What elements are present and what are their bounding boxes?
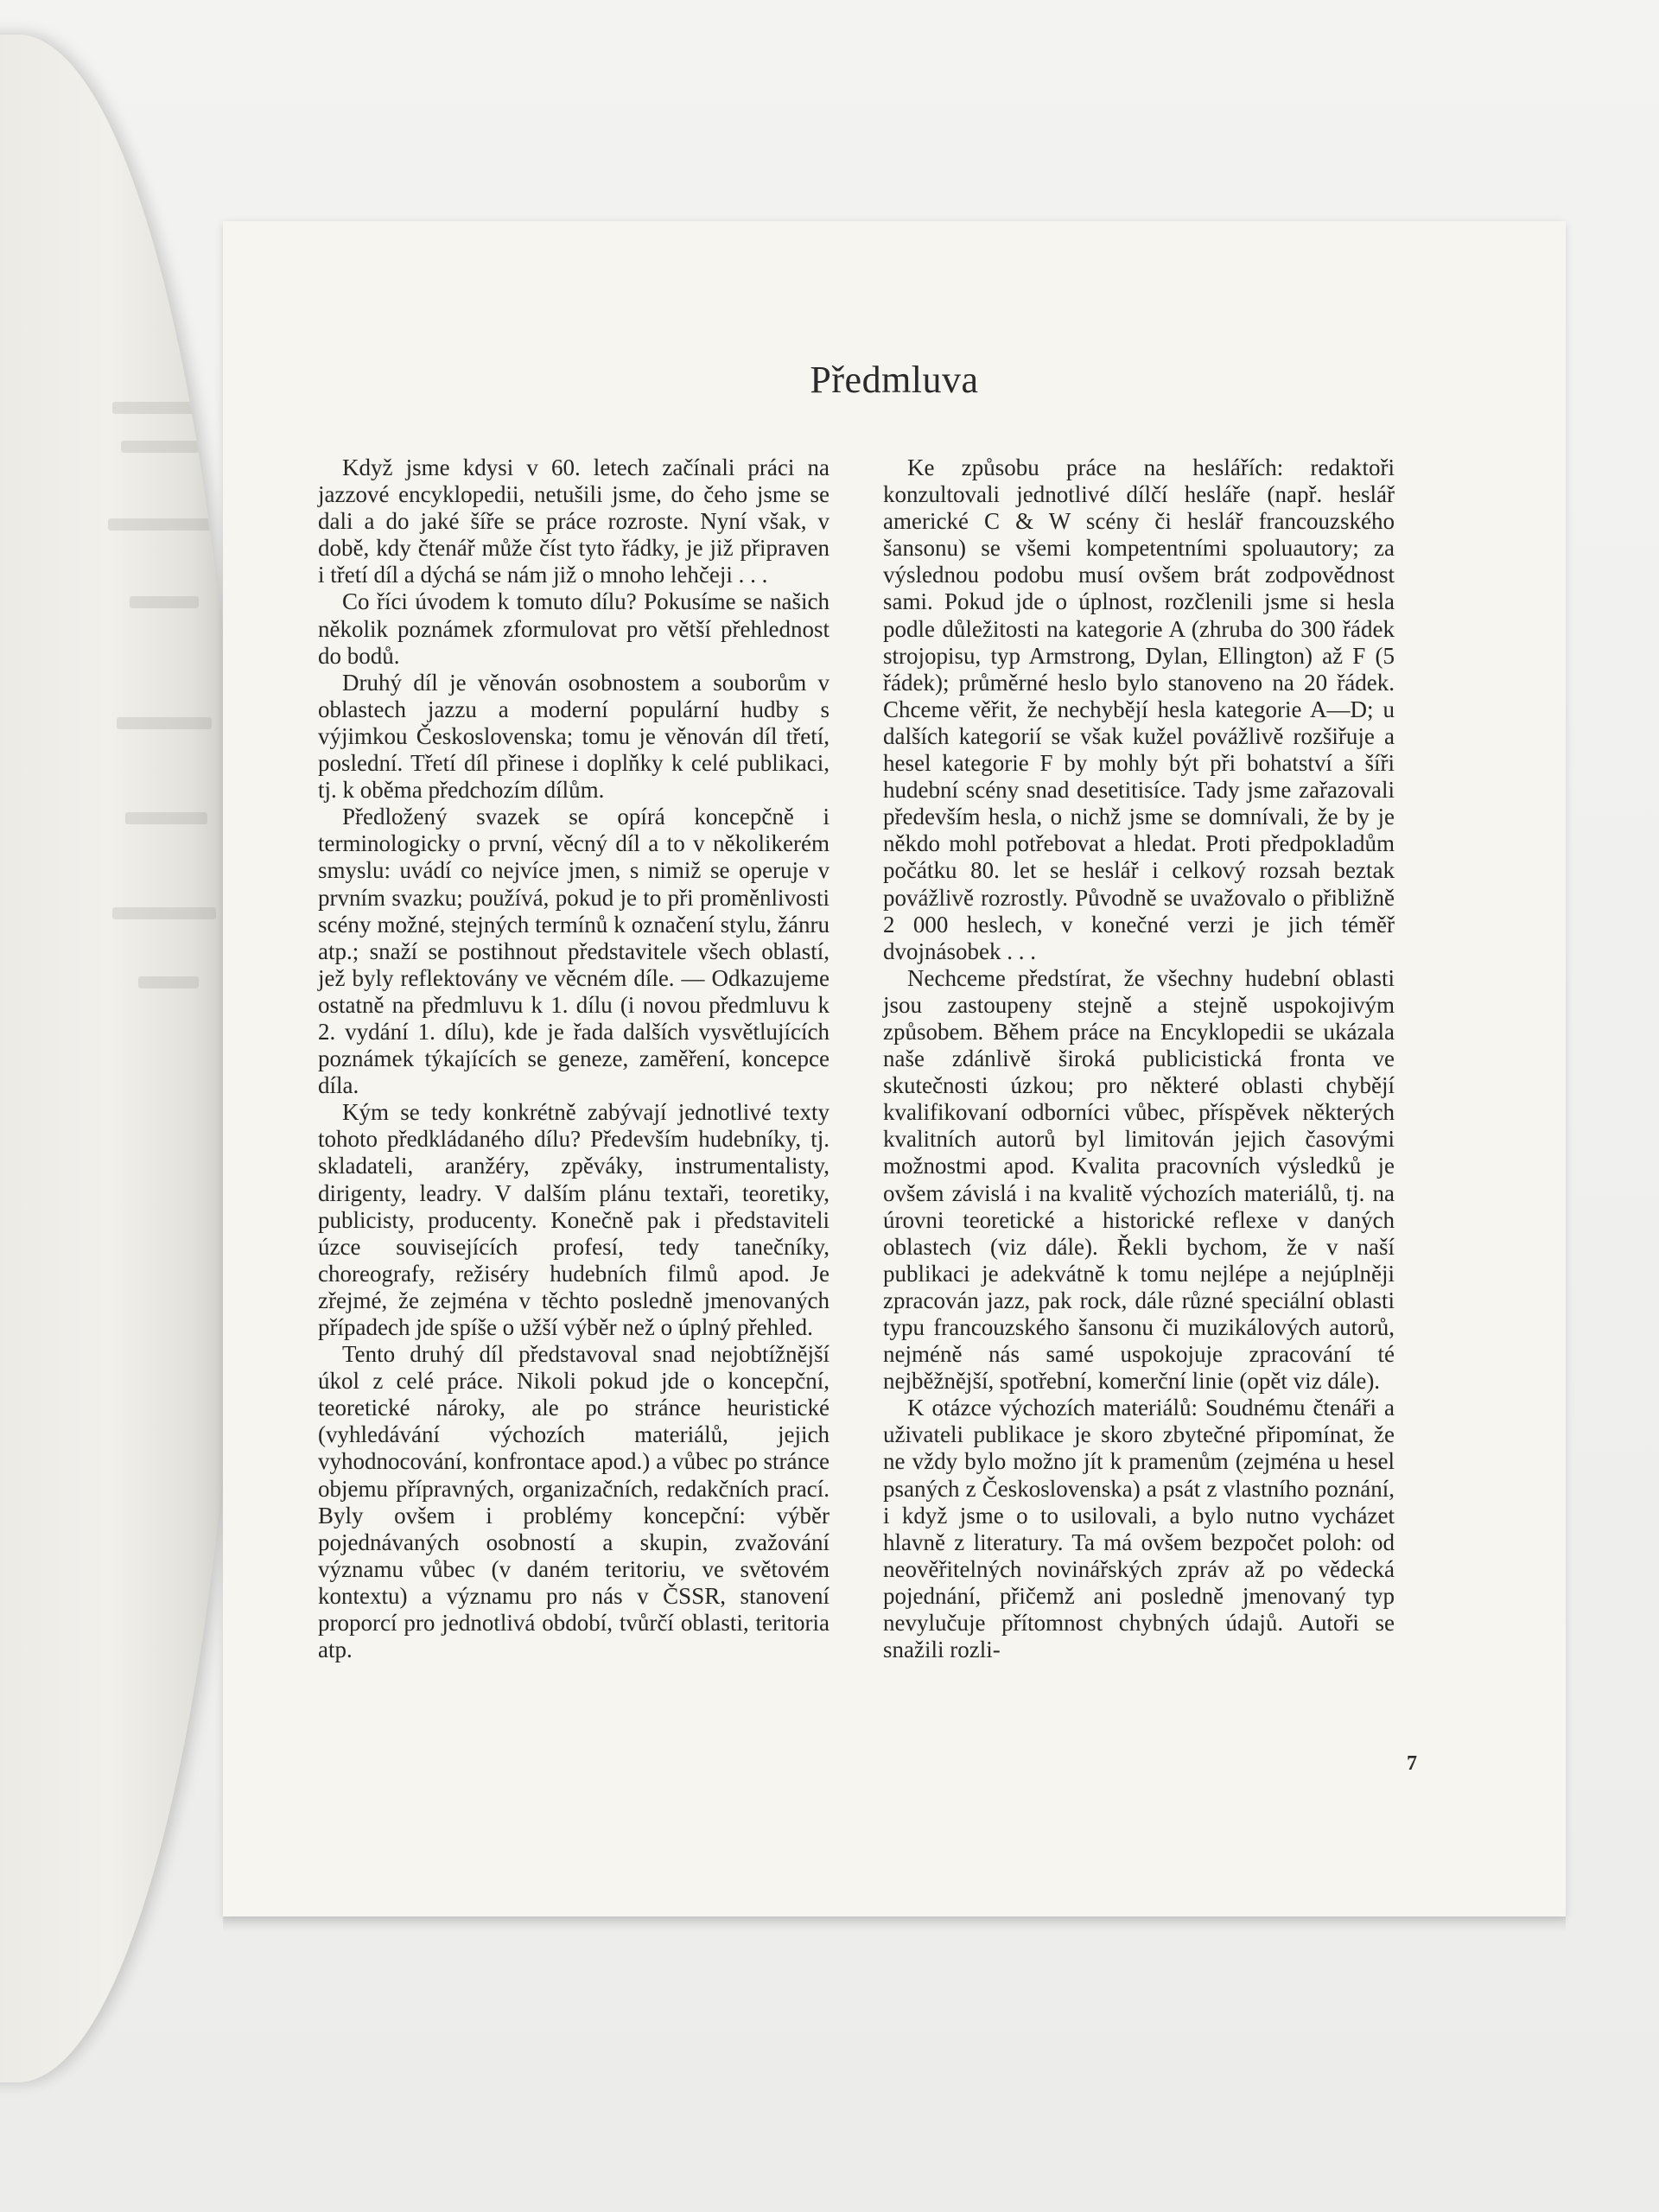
left-page [0, 35, 242, 2082]
paragraph: Druhý díl je věnován osobnostem a souborům v oblastech jazzu a moderní populární hudby s výjimkou Československa; tomu je věnován díl třetí, poslední. Třetí díl přinese i doplňky k celé publikaci, tj. k oběma předchozím dílům. [318, 669, 830, 804]
show-through-line [117, 717, 212, 729]
paragraph: Kým se tedy konkrétně zabývají jednotlivé texty tohoto předkládaného dílu? Především hudebníky, tj. skladateli, aranžéry, zpěváky, instrumentalisty, dirigenty, leadry. V dalším plánu textaři, teoretiky, publicisty, producenty. Konečně pak i představiteli úzce souvisejících profesí, tedy tanečníky, choreografy, režiséry hudebních filmů apod. Je zřejmé, že zejména v těchto posledně jmenovaných případech jde spíše o užší výběr než o úplný přehled. [318, 1099, 830, 1340]
paragraph: Nechceme předstírat, že všechny hudební oblasti jsou zastoupeny stejně a stejně uspokojivým způsobem. Během práce na Encyklopedii se ukázala naše zdánlivě široká publicistická fronta ve skutečnosti úzkou; pro některé oblasti chybějí kvalifikovaní odborníci vůbec, příspěvek některých kvalitních autorů byl limitován jejich časovými možnostmi apod. Kvalita pracovních výsledků je ovšem závislá i na kvalitě výchozích materiálů, tj. na úrovni teoretické a historické reflexe v daných oblastech (viz dále). Řekli bychom, že v naší publikaci je adekvátně k tomu nejlépe a nejúplněji zpracován jazz, pak rock, dále různé speciální oblasti typu francouzského šansonu či muzikálových autorů, nejméně nás samé uspokojuje zpracování té nejběžnější, spotřební, komerční linie (opět viz dále). [883, 964, 1395, 1395]
left-text-column [318, 454, 830, 1663]
page-title: Předmluva [810, 359, 979, 401]
show-through-line [108, 518, 220, 531]
page-edge-shadow [223, 1916, 1566, 1932]
page-number: 7 [1407, 1752, 1417, 1775]
right-text-column [883, 454, 1395, 1663]
book-page [223, 221, 1566, 1916]
show-through-line [130, 596, 199, 608]
show-through-line [125, 812, 207, 824]
show-through-line [112, 907, 216, 919]
paragraph: Předložený svazek se opírá koncepčně i terminologicky o první, věcný díl a to v několikerém smyslu: uvádí co nejvíce jmen, s nimiž se operuje v prvním svazku; používá, pokud je to při proměnlivosti scény možné, stejných termínů k označení stylu, žánru atp.; snaží se postihnout představitele všech oblastí, jež byly reflektovány ve věcném díle. — Odkazujeme ostatně na předmluvu k 1. dílu (i novou předmluvu k 2. vydání 1. dílu), kde je řada dalších vysvětlujících poznámek týkajících se geneze, zaměření, koncepce díla. [318, 804, 830, 1099]
paragraph: Ke způsobu práce na heslářích: redaktoři konzultovali jednotlivé dílčí hesláře (např. heslář americké C & W scény či heslář francouzského šansonu) se všemi kompetentními spoluautory; za výslednou podobu musí ovšem brát zodpovědnost sami. Pokud jde o úplnost, rozčlenili jsme si hesla podle důležitosti na kategorie A (zhruba do 300 řádek strojopisu, typ Armstrong, Dylan, Ellington) až F (5 řádek); průměrné heslo bylo stanoveno na 20 řádek. Chceme věřit, že nechybějí hesla kategorie A—D; u dalších kategorií se však kužel povážlivě rozšiřuje a hesel kategorie F by mohly být při bohatství a šíři hudební scény snad desetitisíce. Tady jsme zařazovali především hesla, o nichž jsme se domnívali, že by je někdo mohl potřebovat a hledat. Proti předpokladům počátku 80. let se heslář i celkový rozsah beztak povážlivě rozrostly. Původně se uvažovalo o přibližně 2 000 heslech, v konečné verzi je jich téměř dvojnásobek . . . [883, 454, 1395, 964]
show-through-line [121, 441, 199, 453]
show-through-line [112, 402, 216, 414]
show-through-line [138, 976, 199, 988]
paragraph: K otázce výchozích materiálů: Soudnému čtenáři a uživateli publikace je skoro zbytečné připomínat, že ne vždy bylo možno jít k pramenům (zejména u hesel psaných z Československa) a psát z vlastního poznání, i když jsme o to usilovali, a bylo nutno vycházet hlavně z literatury. Ta má ovšem bezpočet poloh: od neověřitelných novinářských zpráv až po vědecká pojednání, přičemž ani posledně jmenovaný typ nevylučuje přítomnost chybných údajů. Autoři se snažili rozli- [883, 1395, 1395, 1663]
paragraph: Co říci úvodem k tomuto dílu? Pokusíme se našich několik poznámek zformulovat pro větší přehlednost do bodů. [318, 588, 830, 669]
paragraph: Tento druhý díl představoval snad nejobtížnější úkol z celé práce. Nikoli pokud jde o koncepční, teoretické nároky, ale po stránce heuristické (vyhledávání výchozích materiálů, jejich vyhodnocování, konfrontace apod.) a vůbec po stránce objemu přípravných, organizačních, redakčních prací. Byly ovšem i problémy koncepční: výběr pojednávaných osobností a skupin, zvažování významu vůbec (v daném teritoriu, ve světovém kontextu) a významu pro nás v ČSSR, stanovení proporcí pro jednotlivá období, tvůrčí oblasti, teritoria atp. [318, 1341, 830, 1663]
paragraph: Když jsme kdysi v 60. letech začínali práci na jazzové encyklopedii, netušili jsme, do čeho jsme se dali a do jaké šíře se práce rozroste. Nyní však, v době, kdy čtenář může číst tyto řádky, je již připraven i třetí díl a dýchá se nám již o mnoho lehčeji . . . [318, 454, 830, 588]
